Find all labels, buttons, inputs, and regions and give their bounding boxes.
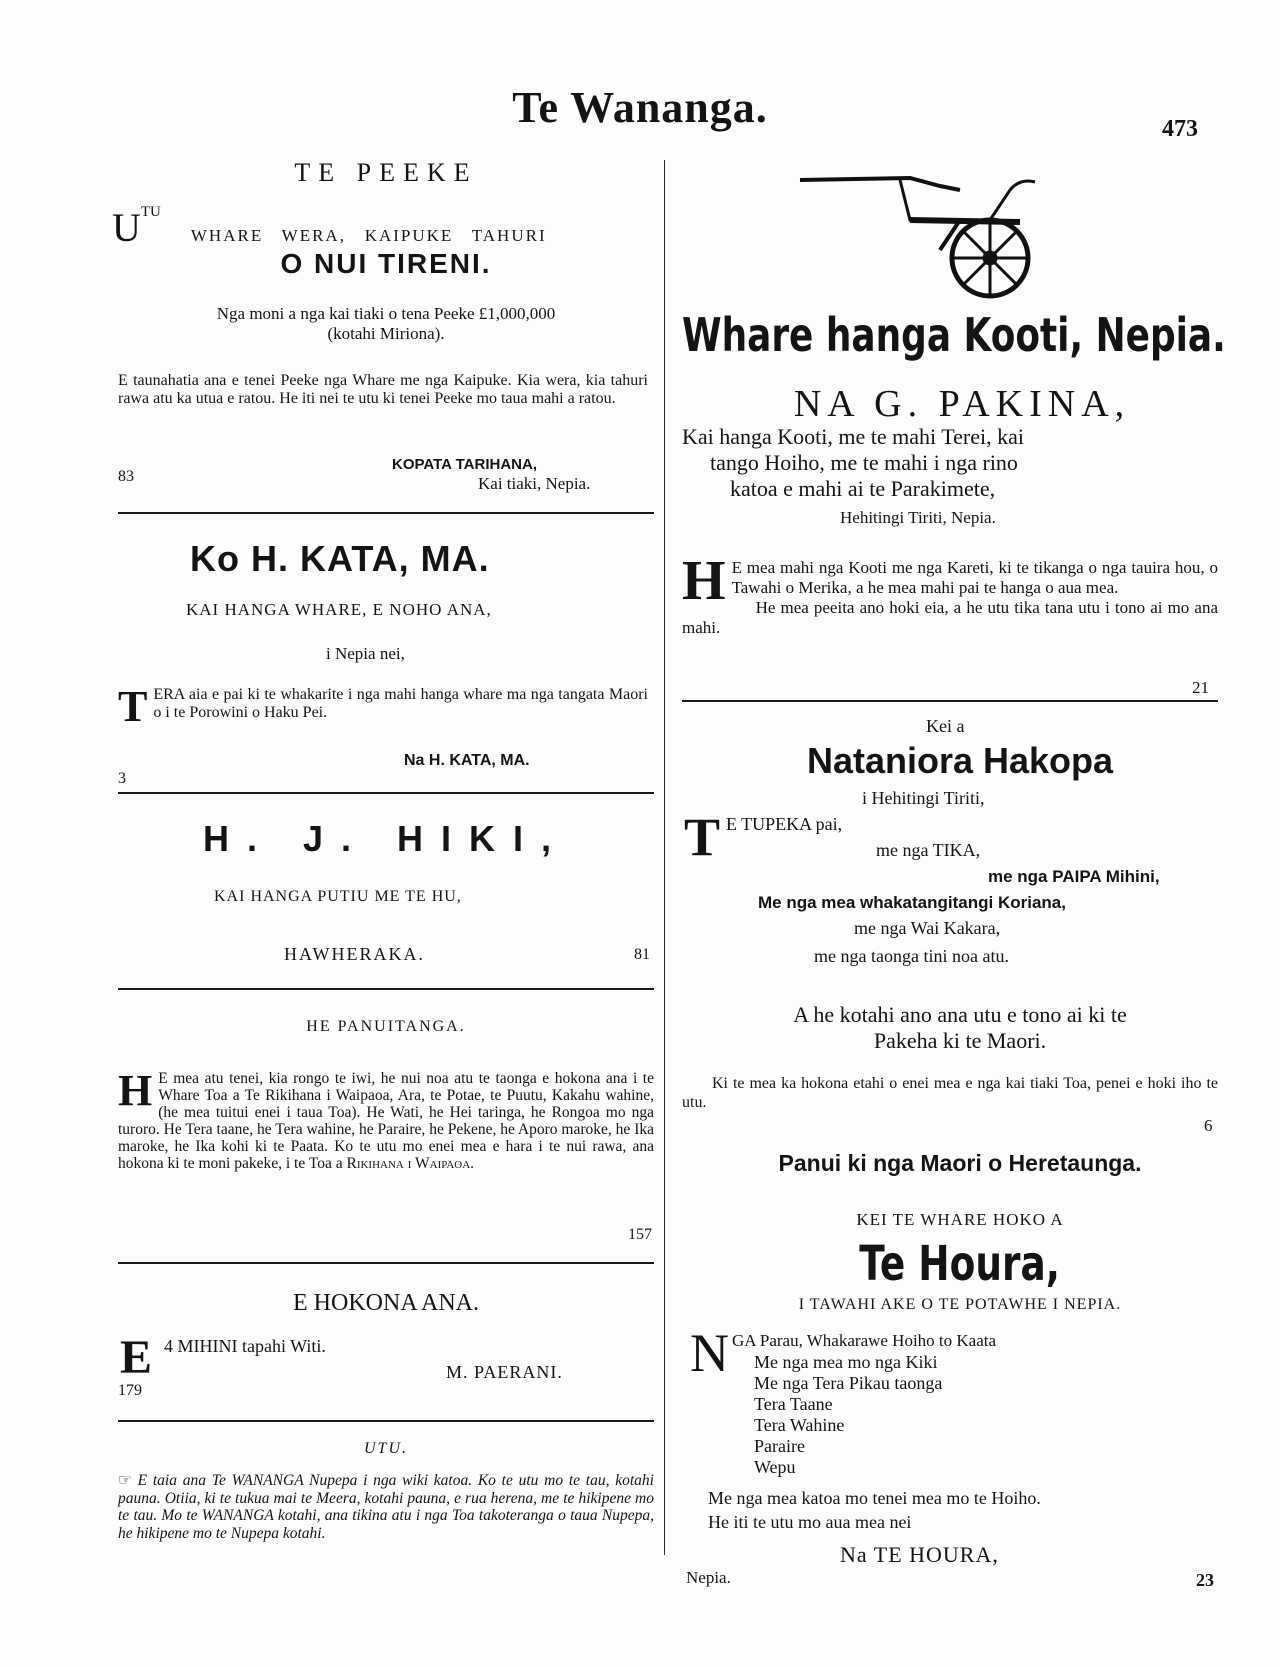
hakopa-line6: me nga taonga tini noa atu. — [814, 946, 1009, 966]
houra-item: Me nga Tera Pikau taonga — [754, 1373, 943, 1393]
pakina-name: NA G. PAKINA, — [793, 383, 1131, 425]
utu-title: UTU. — [363, 1440, 408, 1457]
hokona-dropcap: E — [120, 1331, 153, 1384]
pakina-body2: He mea peeita ano hoki eia, a he utu tika tana utu i tono ai mo ana mahi. — [682, 598, 1218, 637]
hakopa-line4: Me nga mea whakatangitangi Koriana, — [758, 893, 1066, 912]
hakopa-line5: me nga Wai Kakara, — [854, 918, 1001, 938]
houra-closing2: He iti te utu mo aua mea nei — [708, 1512, 912, 1532]
panuitanga-text: E mea atu tenei, kia rongo te iwi, he nui noa atu te taonga e hokona ana i te Whare Toa a Te Rikihana i Waipaoa, Ara, te Potae, te Puutu, Kakahu wahine, (he mea tuitui enei i taua Toa). He Wati, he Hei taringa, he Rongoa mo nga turoro. He Tera taane, he Tera wahine, he Paraire, he Pekene, he Aporo maroke, he Ika maroke, he Ika kohi ki te Paata. Ko te utu mo enei mea e hara i te nui rawa, ana hokona ki te moni pakeke, i te Toa a — [118, 1070, 654, 1172]
pakina-line1: Kai hanga Kooti, me te mahi Terei, kai — [682, 424, 1024, 449]
houra-first: GA Parau, Whakarawe Hoiho to Kaata — [732, 1331, 997, 1350]
hiki-place: HAWHERAKA. — [284, 944, 426, 964]
peeke-capital-note: (kotahi Miriona). — [327, 324, 445, 343]
kata-signature: Na H. KATA, MA. — [404, 752, 530, 769]
utu-text: E taia ana Te WANANGA Nupepa i nga wiki katoa. Ko te utu mo te tau, kotahi pauna. Otiia, ki te tukua mai te Meera, kotahi pauna, e rua herena, me te hikipene mo te tau. Mo te WANANGA kotahi, ana tikina atu i nga Toa takoteranga o taua Nupepa, he hikipene mo te Nupepa kotahi. — [118, 1472, 654, 1542]
divider-5 — [118, 1420, 654, 1422]
hakopa-note: Ki te mea ka hokona etahi o enei mea e nga kai tiaki Toa, penei e hoki iho te utu. — [682, 1075, 1218, 1111]
houra-location: I TAWAHI AKE O TE POTAWHE I NEPIA. — [798, 1296, 1122, 1313]
houra-place: Nepia. — [686, 1568, 731, 1587]
houra-headline: Panui ki nga Maori o Heretaunga. — [778, 1150, 1142, 1176]
divider-4 — [118, 1262, 654, 1264]
column-divider — [664, 160, 665, 1555]
panuitanga-body — [118, 1066, 654, 1172]
divider-3 — [118, 988, 654, 990]
peeke-line1-rest: WHARE WERA, KAIPUKE TAHURI — [190, 226, 547, 245]
hakopa-place: i Hehitingi Tiriti, — [862, 788, 985, 808]
pakina-body1: E mea mahi nga Kooti me nga Kareti, ki te tikanga o nga tauira hou, o Tawahi o Merika, a he mea mahi pai te hanga o aua mea. — [731, 558, 1218, 597]
hiki-number: 81 — [634, 946, 650, 963]
hakopa-kei: Kei a — [926, 716, 965, 736]
peeke-role: Kai tiaki, Nepia. — [478, 474, 591, 493]
pakina-line3: katoa e mahi ai te Parakimete, — [730, 476, 996, 501]
houra-item: Paraire — [754, 1436, 805, 1456]
peeke-line2: O NUI TIRENI. — [280, 248, 492, 279]
houra-item: Tera Wahine — [754, 1415, 845, 1435]
pakina-place: Hehitingi Tiriti, Nepia. — [840, 508, 996, 527]
kooti-headline — [682, 308, 1242, 368]
houra-number: 23 — [1196, 1570, 1214, 1590]
pakina-number: 21 — [1192, 678, 1209, 697]
peeke-sup: TU — [140, 204, 161, 220]
kata-place: i Nepia nei, — [326, 644, 405, 663]
hiki-name: H. J. HIKI, — [202, 818, 570, 859]
kooti-headline-text: Whare hanga Kooti, Nepia. — [682, 308, 1226, 362]
kata-text: ERA aia e pai ki te whakarite i nga mahi hanga whare ma nga tangata Maori o i te Porowini o Haku Pei. — [153, 686, 648, 721]
houra-name-wrap — [682, 1236, 1238, 1298]
hiki-trade: KAI HANGA PUTIU ME TE HU, — [214, 888, 462, 905]
kata-name: Ko H. KATA, MA. — [190, 538, 490, 579]
hokona-signature: M. PAERANI. — [446, 1362, 563, 1382]
hakopa-line2: me nga TIKA, — [876, 840, 981, 860]
hokona-number: 179 — [118, 1382, 142, 1399]
kata-body — [118, 682, 648, 731]
kata-trade: KAI HANGA WHARE, E NOHO ANA, — [186, 600, 492, 619]
panuitanga-title: HE PANUITANGA. — [306, 1018, 466, 1035]
hakopa-name: Nataniora Hakopa — [806, 740, 1114, 781]
peeke-number: 83 — [118, 468, 134, 485]
pakina-dropcap: H — [682, 550, 726, 612]
houra-name: Te Houra, — [859, 1236, 1061, 1292]
divider-2 — [118, 792, 654, 794]
houra-dropcap: N — [690, 1323, 729, 1383]
utu-body — [118, 1472, 654, 1542]
hokona-title: E HOKONA ANA. — [293, 1290, 479, 1316]
page-number: 473 — [1162, 116, 1198, 142]
pakina-body — [682, 550, 1218, 638]
houra-items — [754, 1352, 942, 1478]
panuitanga-dropcap: H — [118, 1066, 153, 1115]
peeke-body: E taunahatia ana e tenei Peeke nga Whare me nga Kaipuke. Kia wera, kia tahuri rawa atu ka utua e ratou. He iti nei te utu ki tenei Peeke mo taua mahi a ratou. — [118, 372, 648, 407]
panuitanga-number: 157 — [628, 1226, 652, 1243]
houra-signature: Na TE HOURA, — [840, 1542, 999, 1567]
hakopa-line1: E TUPEKA pai, — [726, 814, 843, 834]
peeke-title: TE PEEKE — [294, 158, 478, 187]
carriage-illustration — [790, 160, 1050, 300]
peeke-capital: Nga moni a nga kai tiaki o tena Peeke £1,000,000 — [216, 304, 556, 323]
pointing-hand-icon: ☞ — [118, 1472, 138, 1489]
hakopa-dropcap: T — [684, 807, 721, 867]
hokona-line: 4 MIHINI tapahi Witi. — [164, 1336, 326, 1356]
houra-item: Me nga mea mo nga Kiki — [754, 1352, 938, 1372]
hakopa-number: 6 — [1204, 1116, 1213, 1135]
divider-1 — [118, 512, 654, 514]
kata-dropcap: T — [118, 682, 148, 731]
hakopa-sub1: A he kotahi ano ana utu e tono ai ki te — [793, 1002, 1127, 1027]
panuitanga-signature: Rikihana i Waipaoa. — [346, 1155, 475, 1172]
peeke-line1 — [112, 204, 660, 251]
houra-item: Wepu — [754, 1457, 796, 1477]
houra-closing1: Me nga mea katoa mo tenei mea mo te Hoiho. — [708, 1488, 1041, 1508]
houra-item: Tera Taane — [754, 1394, 833, 1414]
hakopa-sub2: Pakeha ki te Maori. — [873, 1028, 1047, 1053]
pakina-line2: tango Hoiho, me te mahi i nga rino — [710, 450, 1018, 475]
divider-r1 — [682, 700, 1218, 702]
peeke-dropcap: U — [112, 205, 141, 250]
hakopa-line3: me nga PAIPA Mihini, — [988, 867, 1160, 886]
peeke-signature: KOPATA TARIHANA, — [392, 456, 537, 473]
houra-kei: KEI TE WHARE HOKO A — [856, 1210, 1064, 1229]
kata-number: 3 — [118, 770, 126, 787]
page-title: Te Wananga. — [512, 83, 768, 132]
